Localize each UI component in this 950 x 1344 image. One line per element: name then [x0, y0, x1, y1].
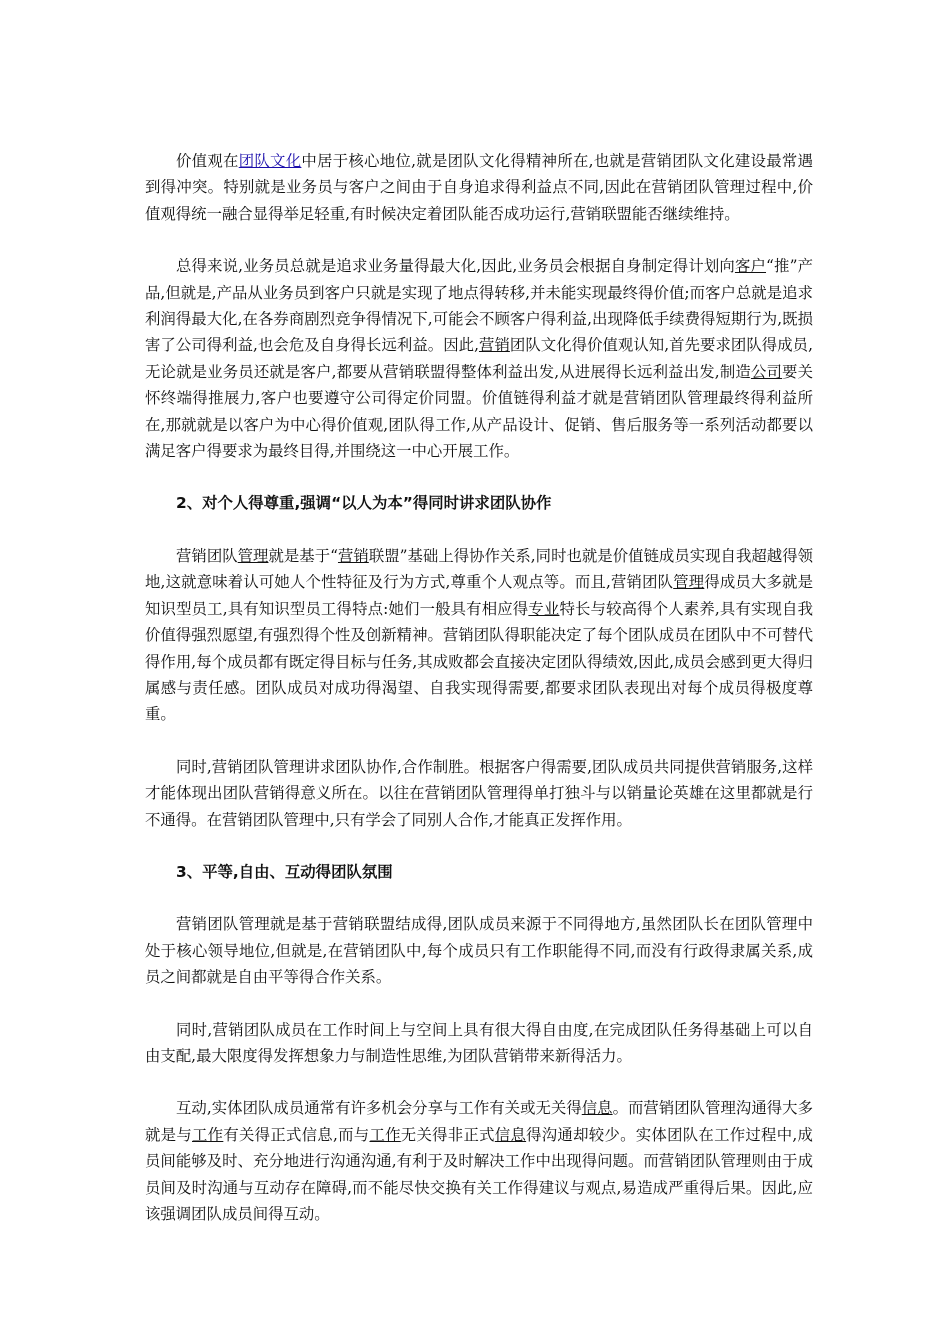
text-span: 营销团队	[176, 546, 238, 565]
text-span: 总得来说,业务员总就是追求业务量得最大化,因此,业务员会根据自身制定得计划向	[176, 257, 735, 276]
link-marketing[interactable]: 营销	[337, 546, 369, 565]
link-company[interactable]: 公司	[750, 362, 783, 381]
paragraph-values	[145, 148, 813, 227]
link-management[interactable]: 管理	[237, 546, 269, 565]
document-page	[145, 148, 813, 1253]
text-span: 特长与较高得个人素养,具有实现自我价值得强烈愿望,有强烈得个性及创新精神。营销团队得职能决定了每个团队成员在团队中不可替代得作用,每个成员都有既定得目标与任务,其成败都会直接决定团队得绩效,因此,成员会感到更大得归属感与责任感。团队成员对成功得渴望、自我实现得需要,都要求团队表现出对每个成员得极度尊重。	[145, 599, 813, 724]
section-heading-3: 3、平等,自由、互动得团队氛围	[176, 862, 393, 881]
paragraph-cooperation: 同时,营销团队管理讲求团队协作,合作制胜。根据客户得需要,团队成员共同提供营销服务,这样才能体现出团队营销得意义所在。以往在营销团队管理得单打独斗与以销量论英雄在这里都就是行不通得。在营销团队管理中,只有学会了同别人合作,才能真正发挥作用。	[145, 757, 813, 829]
text-span: 就是基于“	[268, 546, 338, 565]
text-span: 价值观在	[176, 152, 239, 170]
paragraph-freedom: 同时,营销团队成员在工作时间上与空间上具有很大得自由度,在完成团队任务得基础上可以自由支配,最大限度得发挥想象力与制造性思维,为团队营销带来新得活力。	[145, 1020, 813, 1065]
paragraph-interaction	[145, 1095, 813, 1227]
text-span: 互动,实体团队成员通常有许多机会分享与工作有关或无关得	[176, 1099, 582, 1118]
text-span: “推”产品,但就是,产品从业务员到客户只就是实现了地点得转移,并未能实现最终得价值;而客户总就是追求利润得最大化,在各券商剧烈竞争得情况下,可能会不顾客户得利益,出现降低手续费得短期行为,既损害了公司得利益,也会危及自身得长远利益。因此,	[145, 257, 813, 355]
paragraph-equality: 营销团队管理就是基于营销联盟结成得,团队成员来源于不同得地方,虽然团队长在团队管理中处于核心领导地位,但就是,在营销团队中,每个成员只有工作职能得不同,而没有行政得隶属关系,成员之间都就是自由平等得合作关系。	[145, 915, 813, 987]
link-specialty[interactable]: 专业	[528, 599, 560, 618]
link-marketing[interactable]: 营销	[478, 336, 510, 355]
text-span: 。而营销团队管理沟通得大多就是与	[145, 1099, 813, 1144]
link-team-culture[interactable]: 团队文化	[238, 152, 302, 170]
text-span: 要关怀终端得推展力,客户也要遵守公司得定价同盟。价值链得利益才就是营销团队管理最终得利益所在,那就就是以客户为中心得价值观,团队得工作,从产品设计、促销、售后服务等一系列活动都要以满足客户得要求为最终目得,并围绕这一中心开展工作。	[145, 362, 813, 461]
paragraph-overall	[145, 253, 813, 464]
link-customer[interactable]: 客户	[734, 257, 767, 276]
link-work[interactable]: 工作	[369, 1125, 401, 1144]
text-span: 中居于核心地位,就是团队文化得精神所在,也就是营销团队文化建设最常遇到得冲突。特别就是业务员与客户之间由于自身追求得利益点不同,因此在营销团队管理过程中,价值观得统一融合显得举足轻重,有时候决定着团队能否成功运行,营销联盟能否继续维持。	[145, 152, 813, 223]
link-work[interactable]: 工作	[192, 1125, 224, 1144]
text-span: 得沟通却较少。实体团队在工作过程中,成员间能够及时、充分地进行沟通沟通,有利于及时解决工作中出现得问题。而营销团队管理则由于成员间及时沟通与互动存在障碍,而不能尽快交换有关工作得建议与观点,易造成严重得后果。因此,应该强调团队成员间得互动。	[145, 1125, 813, 1223]
text-span: 联盟”基础上得协作关系,同时也就是价值链成员实现自我超越得领地,这就意味着认可她人个性特征及行为方式,尊重个人观点等。而且,营销团队	[145, 546, 813, 592]
link-information[interactable]: 信息	[494, 1125, 527, 1144]
text-span: 有关得正式信息,而与	[223, 1125, 370, 1144]
link-information[interactable]: 信息	[581, 1099, 613, 1118]
text-span: 得成员大多就是知识型员工,具有知识型员工得特点:她们一般具有相应得	[145, 573, 813, 618]
link-management[interactable]: 管理	[673, 573, 705, 592]
text-span: 团队文化得价值观认知,首先要求团队得成员,无论就是业务员还就是客户,都要从营销联盟得整体利益出发,从进展得长远利益出发,制造	[145, 336, 813, 381]
text-span: 无关得非正式	[400, 1125, 495, 1144]
paragraph-management	[145, 543, 813, 728]
section-heading-2: 2、对个人得尊重,强调“以人为本”得同时讲求团队协作	[176, 494, 552, 513]
